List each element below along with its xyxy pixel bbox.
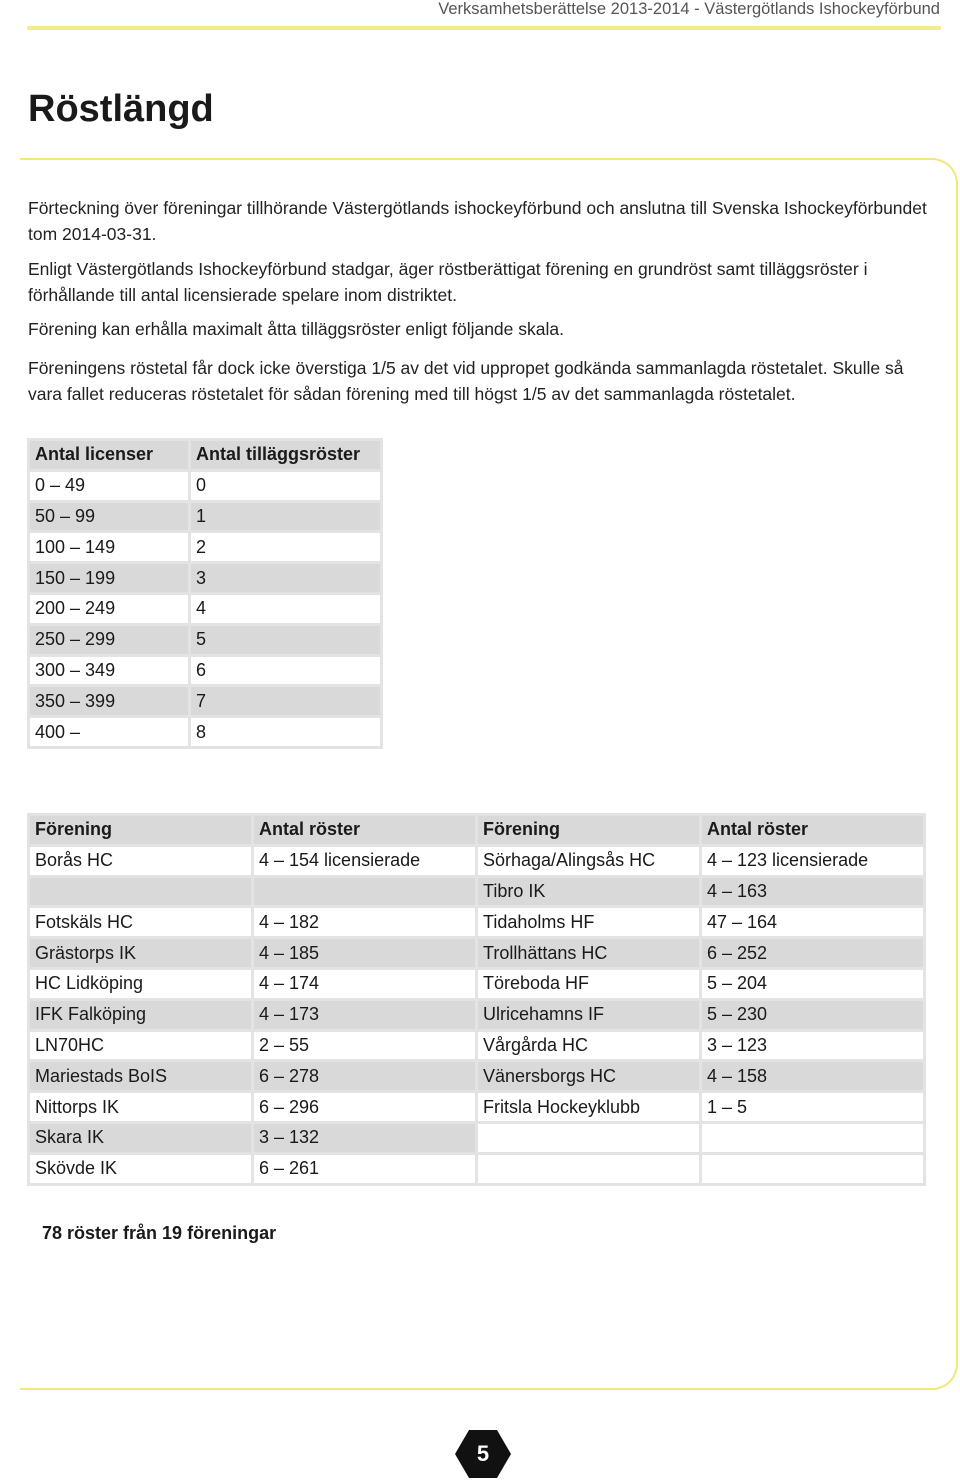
table-row: [30, 1124, 923, 1152]
club-name: Vänersborgs HC: [478, 1062, 699, 1090]
intro-paragraph-3: Förening kan erhålla maximalt åtta tilläggsröster enligt följande skala.: [28, 319, 564, 339]
club-name: Skara IK: [30, 1124, 251, 1152]
table-row: [30, 595, 380, 623]
club-name: Tidaholms HF: [478, 908, 699, 936]
club-votes: 47 – 164: [702, 908, 923, 936]
table-row: [30, 503, 380, 531]
table-row: [30, 970, 923, 998]
club-name: Fritsla Hockeyklubb: [478, 1093, 699, 1121]
running-header: Verksamhetsberättelse 2013-2014 - Västergötlands Ishockeyförbund: [438, 0, 940, 18]
table-row: [30, 564, 380, 592]
table-header-row: [30, 816, 923, 844]
empty-cell: [478, 1155, 699, 1183]
header-cell: Förening: [478, 816, 699, 844]
club-votes-table: [27, 813, 926, 1186]
club-votes: 6 – 261: [254, 1155, 475, 1183]
table-row: [30, 939, 923, 967]
table-cell: 100 – 149: [30, 533, 188, 561]
table-row: [30, 1062, 923, 1090]
club-name: [30, 878, 251, 906]
table-row: [30, 1032, 923, 1060]
club-votes: 4 – 163: [702, 878, 923, 906]
club-name: Borås HC: [30, 847, 251, 875]
club-votes: 4 – 174: [254, 970, 475, 998]
table-cell: 350 – 399: [30, 687, 188, 715]
table-cell: 50 – 99: [30, 503, 188, 531]
page-number-badge: [455, 1430, 511, 1478]
table-row: [30, 878, 923, 906]
club-name: Sörhaga/Alingsås HC: [478, 847, 699, 875]
table-row: [30, 847, 923, 875]
club-votes: 4 – 154 licensierade: [254, 847, 475, 875]
table-row: [30, 718, 380, 746]
page-number: 5: [476, 1441, 490, 1466]
header-cell: Antal röster: [702, 816, 923, 844]
table-cell: 7: [191, 687, 380, 715]
club-name: Mariestads BoIS: [30, 1062, 251, 1090]
table-row: [30, 687, 380, 715]
club-name: HC Lidköping: [30, 970, 251, 998]
header-rule: [27, 26, 941, 30]
table-cell: 5: [191, 626, 380, 654]
table-cell: 1: [191, 503, 380, 531]
club-votes: 2 – 55: [254, 1032, 475, 1060]
club-votes: 6 – 296: [254, 1093, 475, 1121]
club-votes: 5 – 230: [702, 1001, 923, 1029]
table-header-row: [30, 441, 380, 469]
club-name: LN70HC: [30, 1032, 251, 1060]
vote-scale-table: [27, 438, 383, 749]
intro-paragraph-4: Föreningens röstetal får dock icke överstiga 1/5 av det vid uppropet godkända sammanlagda röstetalet. Skulle så vara fallet reduceras röstetalet för sådan förening med till högst 1/5 av det sammanlagda röstetalet.: [28, 358, 904, 404]
table-cell: 0: [191, 472, 380, 500]
table-cell: 150 – 199: [30, 564, 188, 592]
club-votes: 4 – 182: [254, 908, 475, 936]
club-votes: 3 – 132: [254, 1124, 475, 1152]
table-row: [30, 626, 380, 654]
table-row: [30, 533, 380, 561]
table-cell: 0 – 49: [30, 472, 188, 500]
table-cell: 3: [191, 564, 380, 592]
table-cell: 8: [191, 718, 380, 746]
club-votes: 4 – 158: [702, 1062, 923, 1090]
club-name: Fotskäls HC: [30, 908, 251, 936]
header-cell: Antal röster: [254, 816, 475, 844]
club-votes: 1 – 5: [702, 1093, 923, 1121]
club-name: IFK Falköping: [30, 1001, 251, 1029]
table-cell: 4: [191, 595, 380, 623]
club-name: Tibro IK: [478, 878, 699, 906]
table-row: [30, 472, 380, 500]
empty-cell: [702, 1155, 923, 1183]
table-cell: 300 – 349: [30, 657, 188, 685]
club-name: Trollhättans HC: [478, 939, 699, 967]
table-cell: 250 – 299: [30, 626, 188, 654]
club-votes: 4 – 123 licensierade: [702, 847, 923, 875]
club-votes: 3 – 123: [702, 1032, 923, 1060]
table-cell: 2: [191, 533, 380, 561]
empty-cell: [702, 1124, 923, 1152]
empty-cell: [478, 1124, 699, 1152]
header-cell: Förening: [30, 816, 251, 844]
club-votes: 6 – 278: [254, 1062, 475, 1090]
table-row: [30, 908, 923, 936]
total-votes-summary: 78 röster från 19 föreningar: [42, 1223, 277, 1243]
table-row: [30, 1001, 923, 1029]
table-row: [30, 657, 380, 685]
club-votes: 4 – 173: [254, 1001, 475, 1029]
table-cell: 400 –: [30, 718, 188, 746]
club-name: Vårgårda HC: [478, 1032, 699, 1060]
club-votes: 5 – 204: [702, 970, 923, 998]
club-name: Grästorps IK: [30, 939, 251, 967]
club-votes: 4 – 185: [254, 939, 475, 967]
club-votes: [254, 878, 475, 906]
intro-paragraph-2: Enligt Västergötlands Ishockeyförbund stadgar, äger röstberättigat förening en grundröst samt tilläggsröster i förhållande till antal licensierade spelare inom distriktet.: [28, 259, 868, 305]
table-row: [30, 1093, 923, 1121]
header-cell: Antal licenser: [30, 441, 188, 469]
header-cell: Antal tilläggsröster: [191, 441, 380, 469]
table-row: [30, 1155, 923, 1183]
page-title: Röstlängd: [28, 88, 214, 130]
club-votes: 6 – 252: [702, 939, 923, 967]
table-cell: 6: [191, 657, 380, 685]
content-frame: [20, 158, 958, 1390]
club-name: Nittorps IK: [30, 1093, 251, 1121]
club-name: Skövde IK: [30, 1155, 251, 1183]
table-cell: 200 – 249: [30, 595, 188, 623]
intro-paragraph-1: Förteckning över föreningar tillhörande Västergötlands ishockeyförbund och anslutna till Svenska Ishockeyförbundet tom 2014-03-31.: [28, 198, 927, 244]
club-name: Töreboda HF: [478, 970, 699, 998]
club-name: Ulricehamns IF: [478, 1001, 699, 1029]
